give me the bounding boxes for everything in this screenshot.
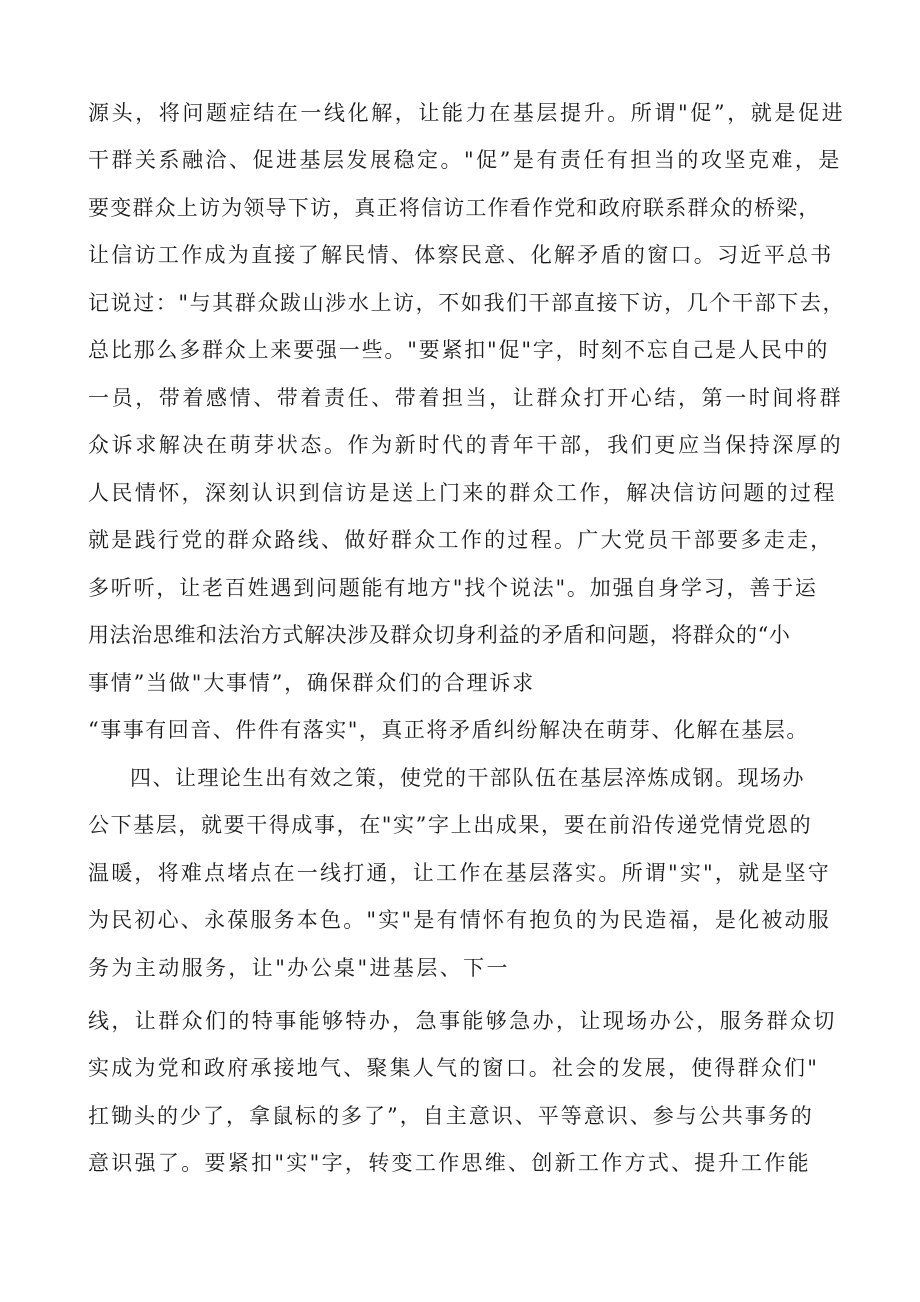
text-line-7: 一员，带着感情、带着责任、带着担当，让群众打开心结，第一时间将群 [88,386,844,410]
text-line-16: 公下基层，就要干得成事，在"实”字上出成果，要在前沿传递党情党恩的 [88,813,813,837]
text-line-23: 意识强了。要紧扣"实"字，转变工作思维、创新工作方式、提升工作能 [88,1151,811,1175]
text-line-18: 为民初心、永葆服务本色。"实"是有情怀有抱负的为民造福，是化被动服 [88,908,831,932]
text-line-5: 记说过："与其群众跋山涉水上访，不如我们干部直接下访，几个干部下去， [88,291,846,315]
text-line-3: 要变群众上访为领导下访，真正将信访工作看作党和政府联系群众的桥梁， [88,196,821,220]
text-line-17: 温暖，将难点堵点在一线打通，让工作在基层落实。所谓"实"，就是坚守 [88,861,831,885]
text-line-12: 用法治思维和法治方式解决涉及群众切身利益的矛盾和问题，将群众的“小 [88,623,791,647]
text-line-13: 事情”当做"大事情”，确保群众们的合理诉求 [88,671,535,695]
text-line-22: 扛锄头的少了，拿鼠标的多了”，自主意识、平等意识、参与公共事务的 [88,1104,814,1128]
text-line-9: 人民情怀，深刻认识到信访是送上门来的群众工作，解决信访问题的过程 [88,481,837,505]
text-line-14: “事事有回音、件件有落实"，真正将矛盾纠纷解决在萌芽、化解在基层。 [88,718,809,742]
text-line-1: 源头，将问题症结在一线化解，让能力在基层提升。所谓"促”，就是促进 [88,101,846,125]
text-line-21: 实成为党和政府承接地气、聚集人气的窗口。社会的发展，使得群众们" [88,1056,820,1080]
text-line-11: 多听听，让老百姓遇到问题能有地方"找个说法"。加强自身学习，善于运 [88,576,818,600]
text-line-19: 务为主动服务，让"办公桌"进基层、下一 [88,956,510,980]
text-line-2: 干群关系融洽、促进基层发展稳定。"促”是有责任有担当的攻坚克难，是 [88,148,842,172]
text-line-15: 四、让理论生出有效之策，使党的干部队伍在基层淬炼成钢。现场办 [130,766,805,790]
text-line-4: 让信访工作成为直接了解民情、体察民意、化解矛盾的窗口。习近平总书 [88,243,834,267]
text-line-6: 总比那么多群众上来要强一些。"要紧扣"促"字，时刻不忘自己是人民中的 [88,338,830,362]
text-line-20: 线，让群众们的特事能够特办，急事能够急办，让现场办公，服务群众切 [88,1009,837,1033]
text-line-10: 就是践行党的群众路线、做好群众工作的过程。广大党员干部要多走走， [88,528,834,552]
text-line-8: 众诉求解决在萌芽状态。作为新时代的青年干部，我们更应当保持深厚的 [88,433,844,457]
